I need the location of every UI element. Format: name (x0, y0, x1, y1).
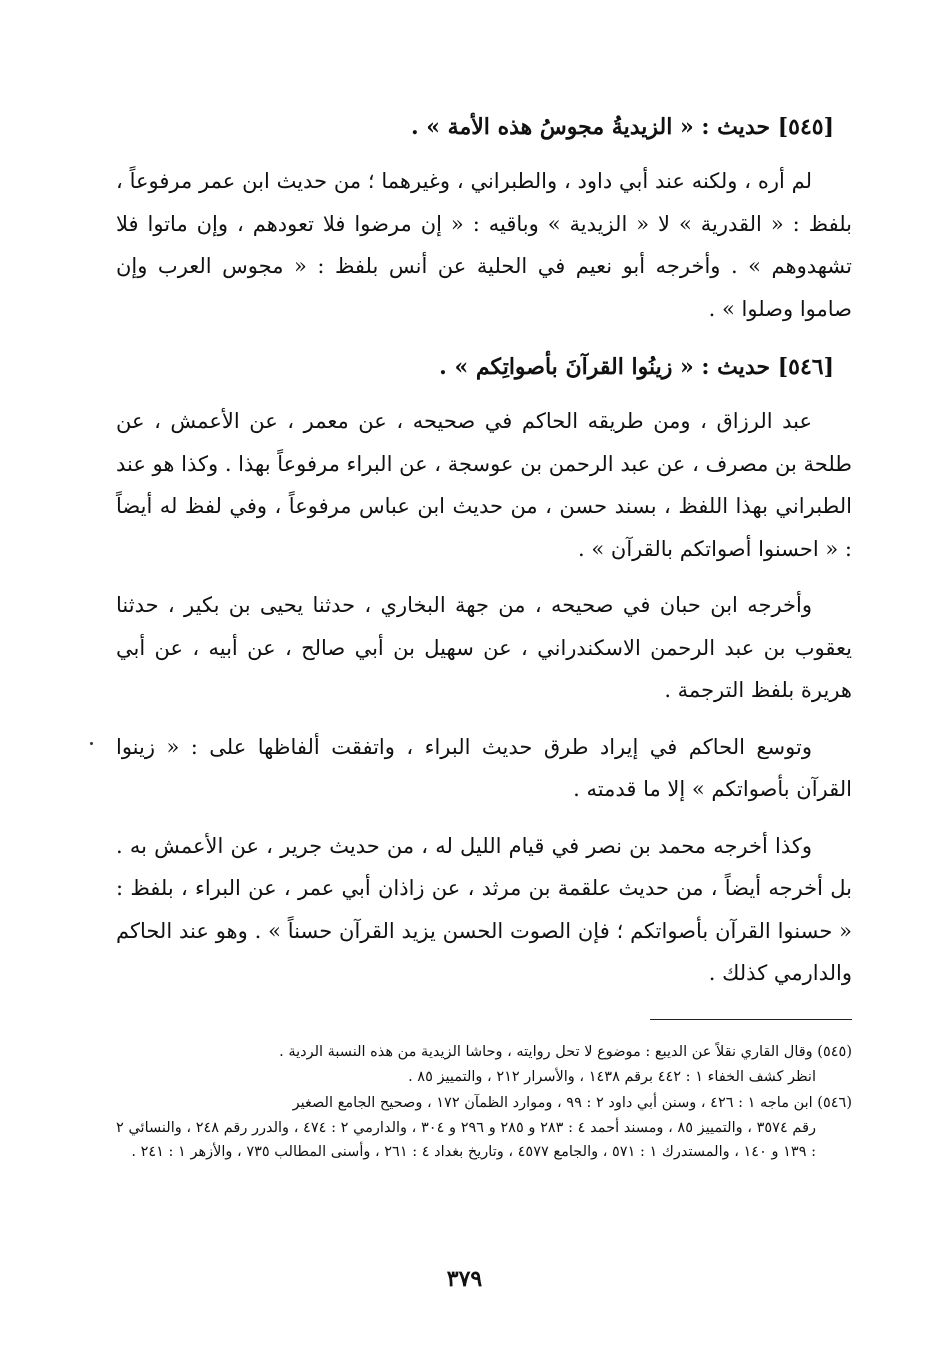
footnote-545-line-1: (٥٤٥) وقال القاري نقلاً عن الديبع : موضوع لا تحل روايته ، وحاشا الزيدية من هذه النسبة الردية . (279, 1044, 852, 1060)
hadith-546-paragraph-3: وتوسع الحاكم في إيراد طرق حديث البراء ، واتفقت ألفاظها على : « زينوا القرآن بأصواتكم » إلا ما قدمته . (116, 734, 852, 801)
hadith-546-paragraph-4: وكذا أخرجه محمد بن نصر في قيام الليل له ، من حديث جرير ، عن الأعمش به . بل أخرجه أيضاً ، من حديث علقمة بن مرثد ، عن زاذان أبي عمر ، عن البراء ، بلفظ : « حسنوا القرآن بأصواتكم ؛ فإن الصوت الحسن يزيد القرآن حسناً » . وهو عند الحاكم والدارمي كذلك . (116, 833, 852, 985)
footnote-divider (650, 1019, 852, 1020)
hadith-546-paragraph-1: عبد الرزاق ، ومن طريقه الحاكم في صحيحه ، عن معمر ، عن الأعمش ، عن طلحة بن مصرف ، عن عبد الرحمن بن عوسجة ، عن البراء مرفوعاً بهذا . وكذا هو عند الطبراني بهذا اللفظ ، بسند حسن ، من حديث ابن عباس مرفوعاً ، وفي لفظ له أيضاً : « احسنوا أصواتكم بالقرآن » . (115, 409, 852, 561)
footnote-546 (116, 1091, 852, 1165)
hadith-546-paragraph-2: وأخرجه ابن حبان في صحيحه ، من جهة البخاري ، حدثنا يحيى بن بكير ، حدثنا يعقوب بن عبد الرحمن الاسكندراني ، عن سهيل بن أبي صالح ، عن أبيه ، عن أبي هريرة بلفظ الترجمة . (116, 593, 852, 702)
footnote-546-continuation: رقم ٣٥٧٤ ، والتمييز ٨٥ ، ومسند أحمد ٤ : ٢٨٣ و ٢٨٥ و ٢٩٦ و ٣٠٤ ، والدارمي ٢ : ٤٧٤ ، والدرر رقم ٢٤٨ ، والنسائي ٢ : ١٣٩ و ١٤٠ ، والمستدرك ١ : ٥٧١ ، والجامع ٤٥٧٧ ، وتاريخ بغداد ٤ : ٢٦١ ، وأسنى المطالب ٧٣٥ ، والأزهر ١ : ٢٤١ . (116, 1119, 817, 1160)
hadith-545-body: لم أره ، ولكنه عند أبي داود ، والطبراني ، وغيرهما ؛ من حديث ابن عمر مرفوعاً ، بلفظ : « القدرية » لا « الزيدية » وباقيه : « إن مرضوا فلا تعودهم ، وإن ماتوا فلا تشهدوهم » . وأخرجه أبو نعيم في الحلية عن أنس بلفظ : « مجوس العرب وإن صاموا وصلوا » . (116, 169, 852, 321)
footnote-546-line-1: (٥٤٦) ابن ماجه ١ : ٤٢٦ ، وسنن أبي داود ٢ : ٩٩ ، وموارد الظمآن ١٧٢ ، وصحيح الجامع الصغير (292, 1095, 852, 1111)
hadith-546-heading: [٥٤٦] حديث : « زينُوا القرآنَ بأصواتِكم » . (439, 354, 834, 380)
margin-dot (90, 742, 93, 745)
hadith-545-heading: [٥٤٥] حديث : « الزيديةُ مجوسُ هذه الأمة » . (410, 114, 834, 140)
page-number: ٣٧٩ (446, 1266, 483, 1292)
footnote-545-line-2: انظر كشف الخفاء ١ : ٤٤٢ برقم ١٤٣٨ ، والأسرار ٢١٢ ، والتمييز ٨٥ . (408, 1068, 816, 1085)
footnotes (116, 1040, 852, 1167)
footnote-545 (116, 1040, 852, 1089)
main-text (116, 104, 852, 1009)
